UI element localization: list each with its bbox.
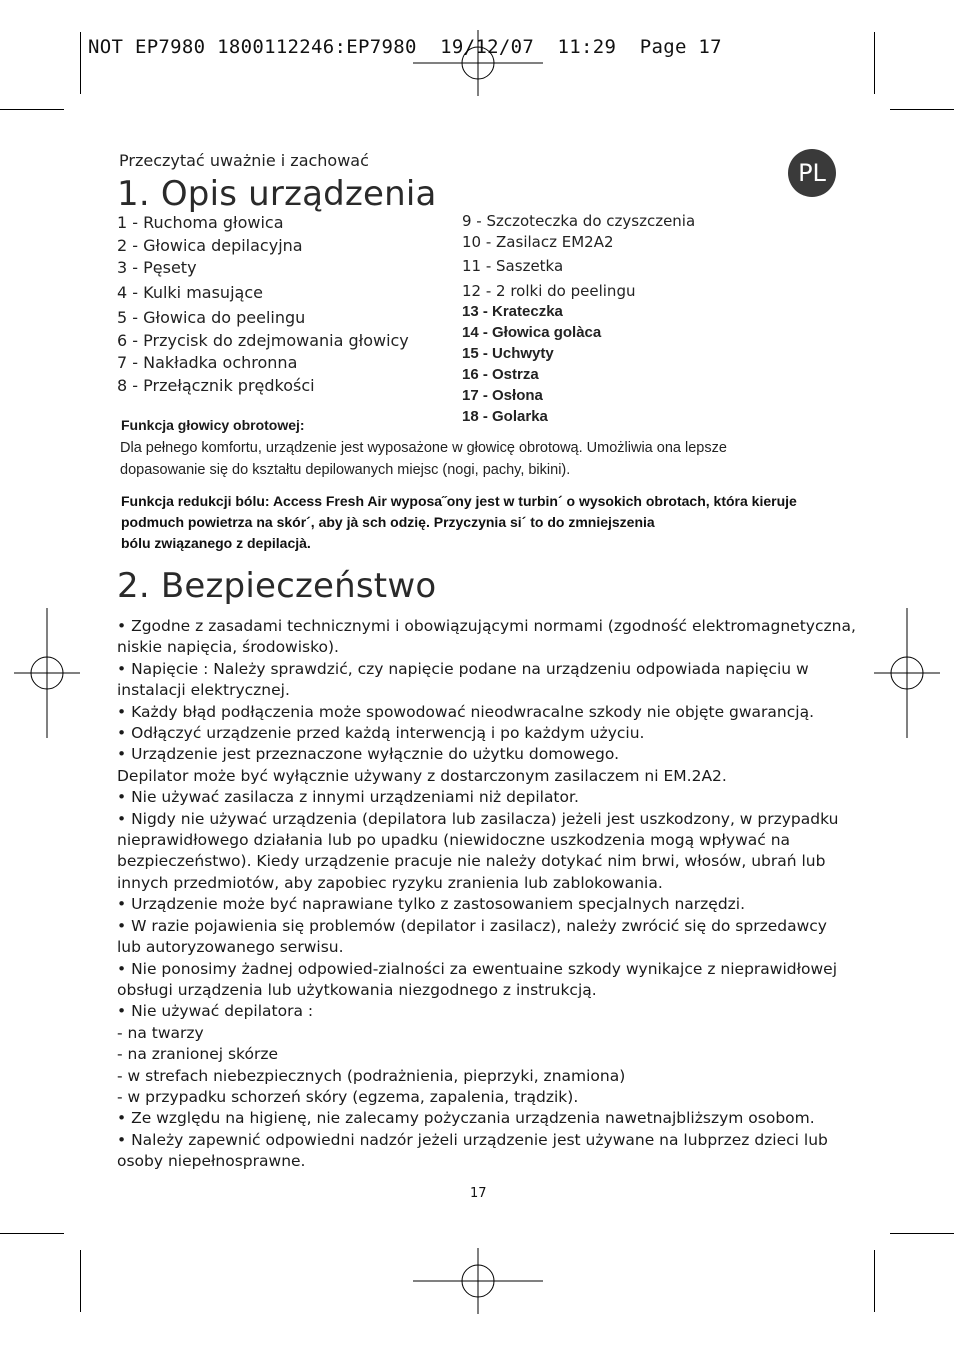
- text-line: bezpieczeństwo). Kiedy urządzenie pracuje nie należy dotykać nim brwi, włosów, ubrań lub: [117, 852, 826, 871]
- list-item: 6 - Przycisk do zdejmowania głowicy: [117, 330, 409, 350]
- text-line: - w strefach niebezpiecznych (podrażnienia, pieprzyki, znamiona): [117, 1066, 626, 1085]
- text-line: lub autoryzowanego serwisu.: [117, 938, 344, 957]
- crop-mark: [0, 1233, 64, 1234]
- list-item: 4 - Kulki masujące: [117, 282, 263, 302]
- section-title-safety: 2. Bezpieczeństwo: [117, 566, 437, 606]
- text-line: podmuch powietrza na skór´, aby jà sch odzię. Przyczynia si´ to do zmniejszenia: [121, 514, 655, 530]
- list-item: 16 - Ostrza: [462, 366, 539, 383]
- list-item: 9 - Szczoteczka do czyszczenia: [462, 212, 696, 230]
- text-line: • Odłączyć urządzenie przed każdą interwencją i po każdym użyciu.: [117, 724, 645, 743]
- function-text: [120, 437, 727, 481]
- text-line: Dla pełnego komfortu, urządzenie jest wyposażone w głowicę obrotową. Umożliwia ona lepsze: [120, 440, 727, 456]
- print-header-line: NOT EP7980 1800112246:EP7980 19/12/07 11:29 Page 17: [88, 36, 722, 58]
- text-line: dopasowanie się do kształtu depilowanych miejsc (nogi, pachy, bikini).: [120, 462, 571, 478]
- text-line: osoby niepełnosprawne.: [117, 1152, 306, 1171]
- text-line: obsługi urządzenia lub użytkowania niezgodnego z instrukcją.: [117, 980, 597, 999]
- page-number: 17: [470, 1186, 487, 1201]
- text-line: • Ze względu na higienę, nie zalecamy pożyczania urządzenia nawetnajbliższym osobom.: [117, 1109, 815, 1128]
- registration-mark-bottom: [413, 1248, 543, 1314]
- list-item: 15 - Uchwyty: [462, 345, 554, 362]
- crop-mark: [890, 109, 954, 110]
- list-item: 2 - Głowica depilacyjna: [117, 235, 303, 255]
- text-line: • Nie używać zasilacza z innymi urządzeniami niż depilator.: [117, 788, 579, 807]
- parts-list-right: [462, 212, 695, 429]
- language-badge: PL: [788, 149, 836, 197]
- crop-mark: [890, 1233, 954, 1234]
- text-line: - na twarzy: [117, 1023, 204, 1042]
- text-line: • Zgodne z zasadami technicznymi i obowiązującymi normami (zgodność elektromagnetyczna,: [117, 617, 856, 635]
- text-line: • Każdy błąd podłączenia może spowodować nieodwracalne szkody nie objęte gwarancją.: [117, 702, 815, 721]
- text-line: instalacji elektrycznej.: [117, 681, 290, 700]
- registration-mark-left: [14, 608, 80, 738]
- text-line: • Urządzenie jest przeznaczone wyłącznie do użytku domowego.: [117, 745, 620, 764]
- list-item: 11 - Saszetka: [462, 257, 564, 275]
- pain-reduction-text: [121, 491, 797, 554]
- text-line: • W razie pojawienia się problemów (depilator i zasilacz), należy zwrócić się do sprzedawcy: [117, 916, 827, 935]
- text-line: - w przypadku schorzeń skóry (egzema, zapalenia, trądzik).: [117, 1087, 579, 1106]
- text-line: Funkcja redukcji bólu: Access Fresh Air wyposa˝ony jest w turbin´ o wysokich obrotach, która kieruje: [121, 493, 797, 509]
- text-line: bólu związanego z depilacjà.: [121, 535, 311, 551]
- text-line: innych przedmiotów, aby zapobiec ryzyku zranienia lub zablokowania.: [117, 873, 663, 892]
- registration-mark-right: [874, 608, 940, 738]
- text-line: nieprawidłowego działania lub po upadku (niewidoczne uszkodzenia mogą wpływać na: [117, 831, 791, 850]
- list-item: 14 - Głowica golàca: [462, 324, 602, 341]
- list-item: 1 - Ruchoma głowica: [117, 213, 284, 232]
- list-item: 18 - Golarka: [462, 408, 548, 425]
- list-item: 12 - 2 rolki do peelingu: [462, 282, 636, 300]
- text-line: • Napięcie : Należy sprawdzić, czy napięcie podane na urządzeniu odpowiada napięciu w: [117, 659, 809, 678]
- text-line: • Nigdy nie używać urządzenia (depilatora lub zasilacza) jeżeli jest uszkodzony, w przypadku: [117, 809, 839, 828]
- parts-list-left: [117, 213, 409, 398]
- list-item: 7 - Nakładka ochronna: [117, 353, 298, 372]
- list-item: 3 - Pęsety: [117, 258, 197, 277]
- text-line: • Nie ponosimy żadnej odpowied-zialności za ewentuaine szkody wynikajce z nieprawidłowej: [117, 959, 838, 978]
- registration-mark-top: [413, 30, 543, 96]
- crop-mark: [0, 109, 64, 110]
- crop-mark: [874, 1250, 875, 1312]
- list-item: 17 - Osłona: [462, 387, 543, 404]
- crop-mark: [80, 32, 81, 94]
- text-line: Depilator może być wyłącznie używany z dostarczonym zasilaczem ni EM.2A2.: [117, 766, 727, 785]
- text-line: • Urządzenie może być naprawiane tylko z zastosowaniem specjalnych narzędzi.: [117, 895, 746, 914]
- list-item: 10 - Zasilacz EM2A2: [462, 233, 614, 251]
- section-title-description: 1. Opis urządzenia: [117, 174, 437, 214]
- crop-mark: [80, 1250, 81, 1312]
- safety-text-block: [117, 616, 856, 1173]
- intro-text: Przeczytać uważnie i zachować: [119, 151, 369, 170]
- text-line: - na zranionej skórze: [117, 1045, 279, 1064]
- crop-mark: [874, 32, 875, 94]
- list-item: 5 - Głowica do peelingu: [117, 308, 306, 327]
- text-line: niskie napięcia, środowisko).: [117, 638, 339, 657]
- list-item: 13 - Krateczka: [462, 303, 563, 320]
- text-line: • Należy zapewnić odpowiedni nadzór jeżeli urządzenie jest używane na lubprzez dzieci lub: [117, 1130, 828, 1149]
- text-line: • Nie używać depilatora :: [117, 1002, 314, 1021]
- list-item: 8 - Przełącznik prędkości: [117, 375, 315, 395]
- function-title: Funkcja głowicy obrotowej:: [121, 417, 305, 433]
